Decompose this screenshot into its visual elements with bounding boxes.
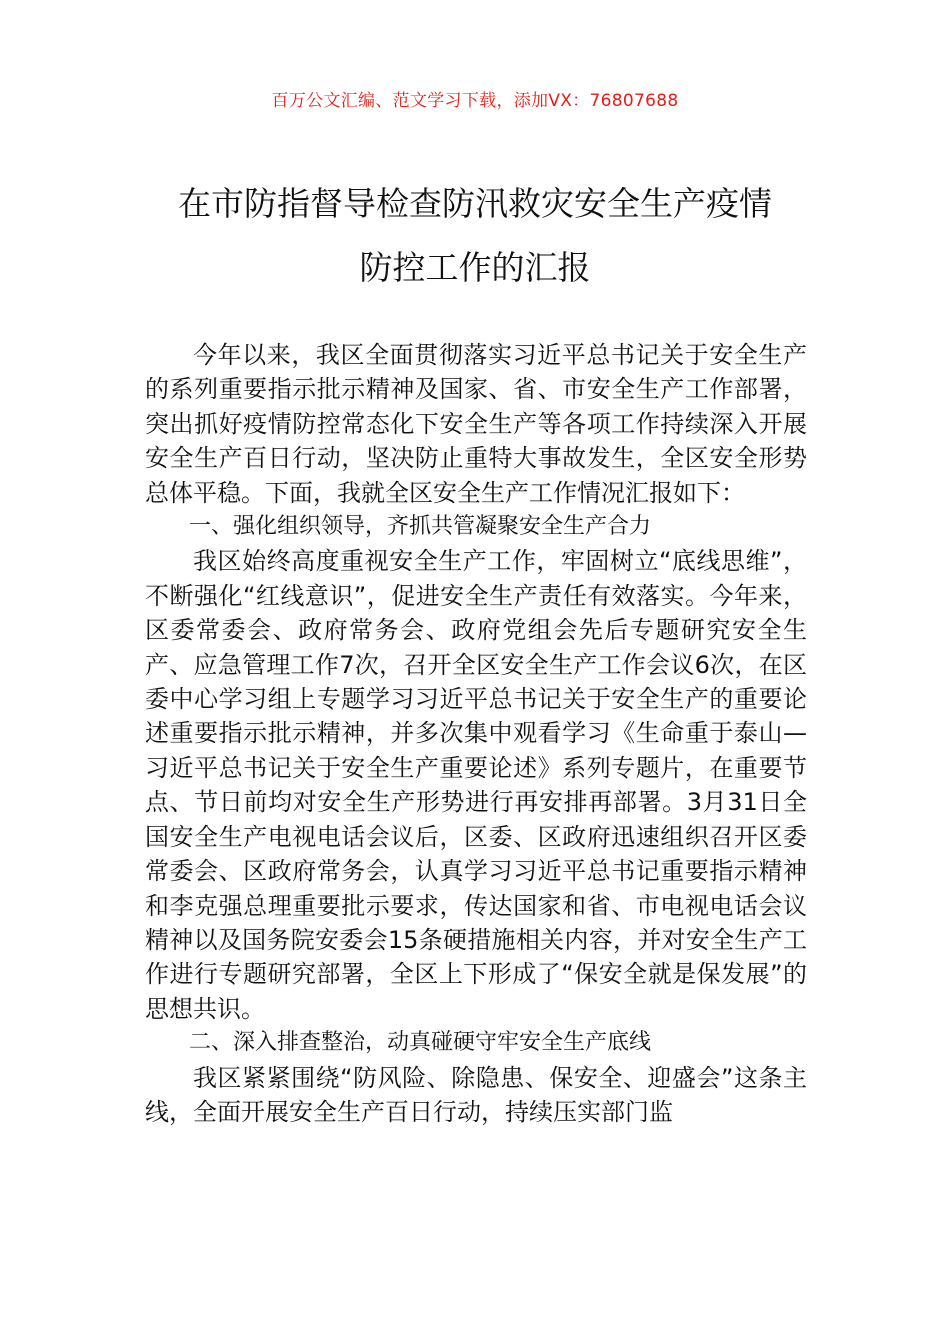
section-heading-1: 一、强化组织领导，齐抓共管凝聚安全生产合力 bbox=[189, 514, 652, 540]
title-line-1: 在市防指督导检查防汛救灾安全生产疫情 bbox=[178, 184, 772, 223]
section-heading-2: 二、深入排查整治，动真碰硬守牢安全生产底线 bbox=[189, 1030, 652, 1056]
header-note: 百万公文汇编、范文学习下载，添加VX：76807688 bbox=[271, 91, 679, 111]
page-title bbox=[130, 172, 820, 300]
paragraph-intro: 今年以来，我区全面贯彻落实习近平总书记关于安全生产的系列重要指示批示精神及国家、省、市安全生产工作部署，突出抓好疫情防控常态化下安全生产等各项工作持续深入开展安全生产百日行动，坚决防止重特大事故发生，全区安全形势总体平稳。下面，我就全区安全生产工作情况汇报如下： bbox=[145, 341, 807, 507]
paragraph-section-1: 我区始终高度重视安全生产工作，牢固树立“底线思维”，不断强化“红线意识”，促进安全生产责任有效落实。今年来，区委常委会、政府常务会、政府党组会先后专题研究安全生产、应急管理工作7次，召开全区安全生产工作会议6次，在区委中心学习组上专题学习习近平总书记关于安全生产的重要论述重要指示批示精神，并多次集中观看学习《生命重于泰山—习近平总书记关于安全生产重要论述》系列专题片，在重要节点、节日前均对安全生产形势进行再安排再部署。3月31日全国安全生产电视电话会议后，区委、区政府迅速组织召开区委常委会、区政府常务会，认真学习习近平总书记重要指示精神和李克强总理重要批示要求，传达国家和省、市电视电话会议精神以及国务院安委会15条硬措施相关内容，并对安全生产工作进行专题研究部署，全区上下形成了“保安全就是保发展”的思想共识。 bbox=[145, 547, 807, 1023]
document-body bbox=[145, 338, 807, 1129]
paragraph-section-2: 我区紧紧围绕“防风险、除隐患、保安全、迎盛会”这条主线，全面开展安全生产百日行动，持续压实部门监 bbox=[145, 1063, 807, 1126]
title-line-2: 防控工作的汇报 bbox=[359, 248, 591, 287]
